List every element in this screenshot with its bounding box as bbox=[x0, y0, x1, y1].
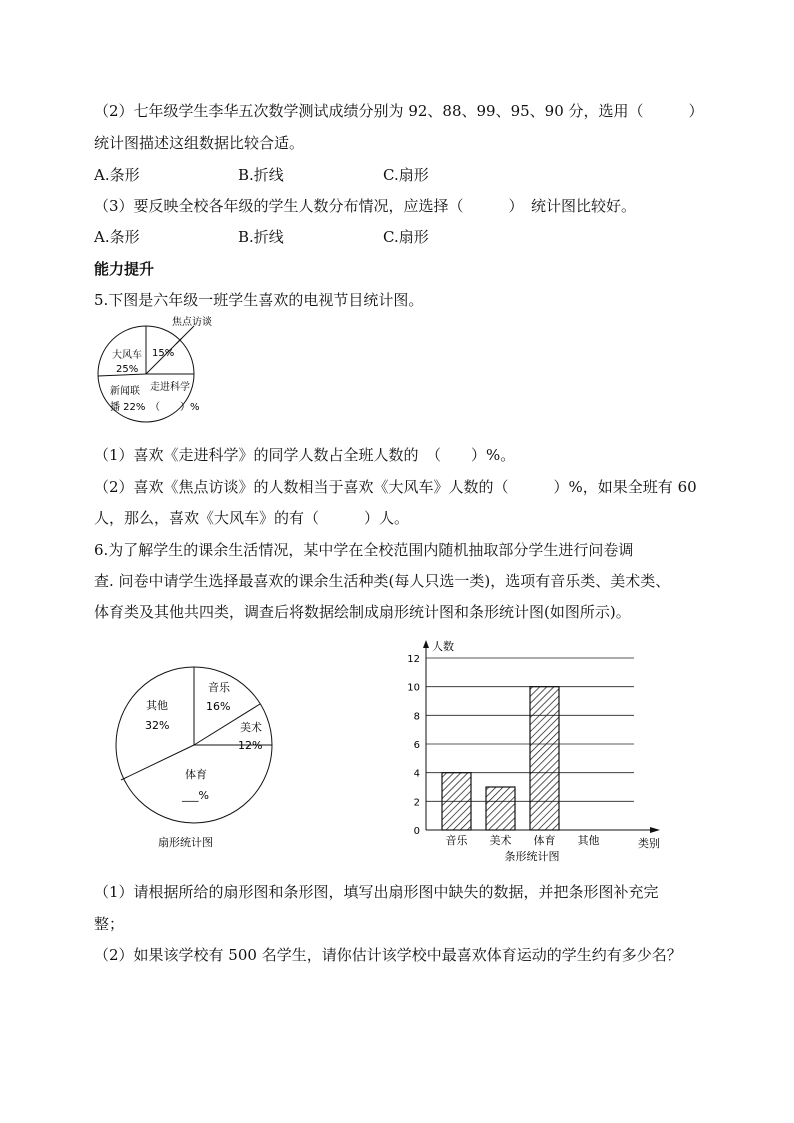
q5-sub2b: 人，那么，喜欢《大风车》的有（ ）人。 bbox=[94, 509, 410, 527]
q5-sub1: （1）喜欢《走进科学》的同学人数占全班人数的 （ ）%。 bbox=[94, 446, 516, 464]
q6-line2: 查. 问卷中请学生选择最喜欢的课余生活种类(每人只选一类)，选项有音乐类、美术类、 bbox=[94, 572, 671, 590]
q5-label-windmill: 大风车 bbox=[112, 350, 142, 361]
q6-sub1b: 整； bbox=[94, 915, 125, 933]
q5-label-news-b: 播 22% bbox=[110, 402, 146, 413]
q5-label-science: 走进科学 bbox=[150, 382, 190, 393]
y-axis-arrow bbox=[423, 640, 429, 648]
y-axis-label: 人数 bbox=[432, 640, 454, 653]
q6-pie-caption: 扇形统计图 bbox=[158, 836, 213, 849]
q5-stem: 5.下图是六年级一班学生喜欢的电视节目统计图。 bbox=[94, 291, 424, 309]
q2-option-c[interactable]: C.扇形 bbox=[383, 166, 429, 184]
q6-label-other: 其他 bbox=[146, 699, 168, 712]
q6-label-other-pct: 32% bbox=[145, 719, 170, 732]
q3-line1: （3）要反映全校各年级的学生人数分布情况，应选择（ ） 统计图比较好。 bbox=[94, 197, 637, 215]
q5-label-focus: 焦点访谈 bbox=[172, 317, 212, 328]
x-axis-arrow bbox=[650, 827, 660, 833]
y-tick-label: 0 bbox=[413, 826, 420, 837]
q6-label-music: 音乐 bbox=[208, 681, 230, 694]
y-tick-label: 8 bbox=[413, 711, 420, 723]
q6-label-art-pct: 12% bbox=[238, 739, 263, 752]
q6-line1: 6.为了解学生的课余生活情况，某中学在全校范围内随机抽取部分学生进行问卷调 bbox=[94, 541, 634, 559]
x-category-label: 美术 bbox=[489, 834, 512, 847]
x-category-label: 音乐 bbox=[445, 834, 468, 847]
q2-line2: 统计图描述这组数据比较合适。 bbox=[94, 134, 305, 152]
q5-pie-leader bbox=[176, 326, 194, 344]
bar-chart-title: 条形统计图 bbox=[504, 850, 560, 863]
q6-label-art: 美术 bbox=[240, 721, 262, 734]
q3-option-a[interactable]: A.条形 bbox=[94, 228, 140, 246]
q5-pie-chart bbox=[94, 314, 224, 424]
x-category-label: 其他 bbox=[577, 834, 600, 847]
y-tick-label: 4 bbox=[413, 768, 420, 780]
q2-option-b[interactable]: B.折线 bbox=[238, 166, 284, 184]
q6-bar-chart bbox=[392, 636, 674, 868]
section-title: 能力提升 bbox=[94, 260, 155, 278]
y-tick-label: 12 bbox=[407, 654, 420, 665]
x-category-label: 体育 bbox=[533, 834, 556, 847]
bar-1 bbox=[442, 773, 471, 830]
q6-label-sport-pct: ___% bbox=[182, 789, 209, 802]
q5-label-news-a: 新闻联 bbox=[110, 386, 140, 397]
bar-3 bbox=[530, 687, 559, 830]
q5-label-focus-pct: 15% bbox=[152, 348, 175, 359]
y-tick-label: 2 bbox=[413, 797, 420, 809]
q6-line3: 体育类及其他共四类，调查后将数据绘制成扇形统计图和条形统计图(如图所示)。 bbox=[94, 603, 631, 621]
x-axis-label: 类别 bbox=[638, 837, 660, 850]
q2-line1: （2）七年级学生李华五次数学测试成绩分别为 92、88、99、95、90 分，选用（ ） bbox=[94, 102, 704, 120]
q6-sub1a: （1）请根据所给的扇形图和条形图，填写出扇形图中缺失的数据，并把条形图补充完 bbox=[94, 883, 659, 901]
q6-label-music-pct: 16% bbox=[206, 700, 231, 713]
q5-sub2a: （2）喜欢《焦点访谈》的人数相当于喜欢《大风车》人数的（ ）%，如果全班有 60 bbox=[94, 478, 697, 496]
y-tick-label: 10 bbox=[407, 682, 420, 694]
q3-option-b[interactable]: B.折线 bbox=[238, 228, 284, 246]
q5-label-windmill-pct: 25% bbox=[116, 364, 139, 375]
q2-option-a[interactable]: A.条形 bbox=[94, 166, 140, 184]
q6-sub2: （2）如果该学校有 500 名学生，请你估计该学校中最喜欢体育运动的学生约有多少名？ bbox=[94, 946, 682, 964]
bar-2 bbox=[486, 787, 515, 830]
q5-label-science-blank: （ ）% bbox=[150, 402, 200, 413]
q6-pie-chart bbox=[110, 658, 280, 858]
y-tick-label: 6 bbox=[413, 740, 420, 751]
q3-option-c[interactable]: C.扇形 bbox=[383, 228, 429, 246]
q6-label-sport: 体育 bbox=[185, 768, 207, 781]
